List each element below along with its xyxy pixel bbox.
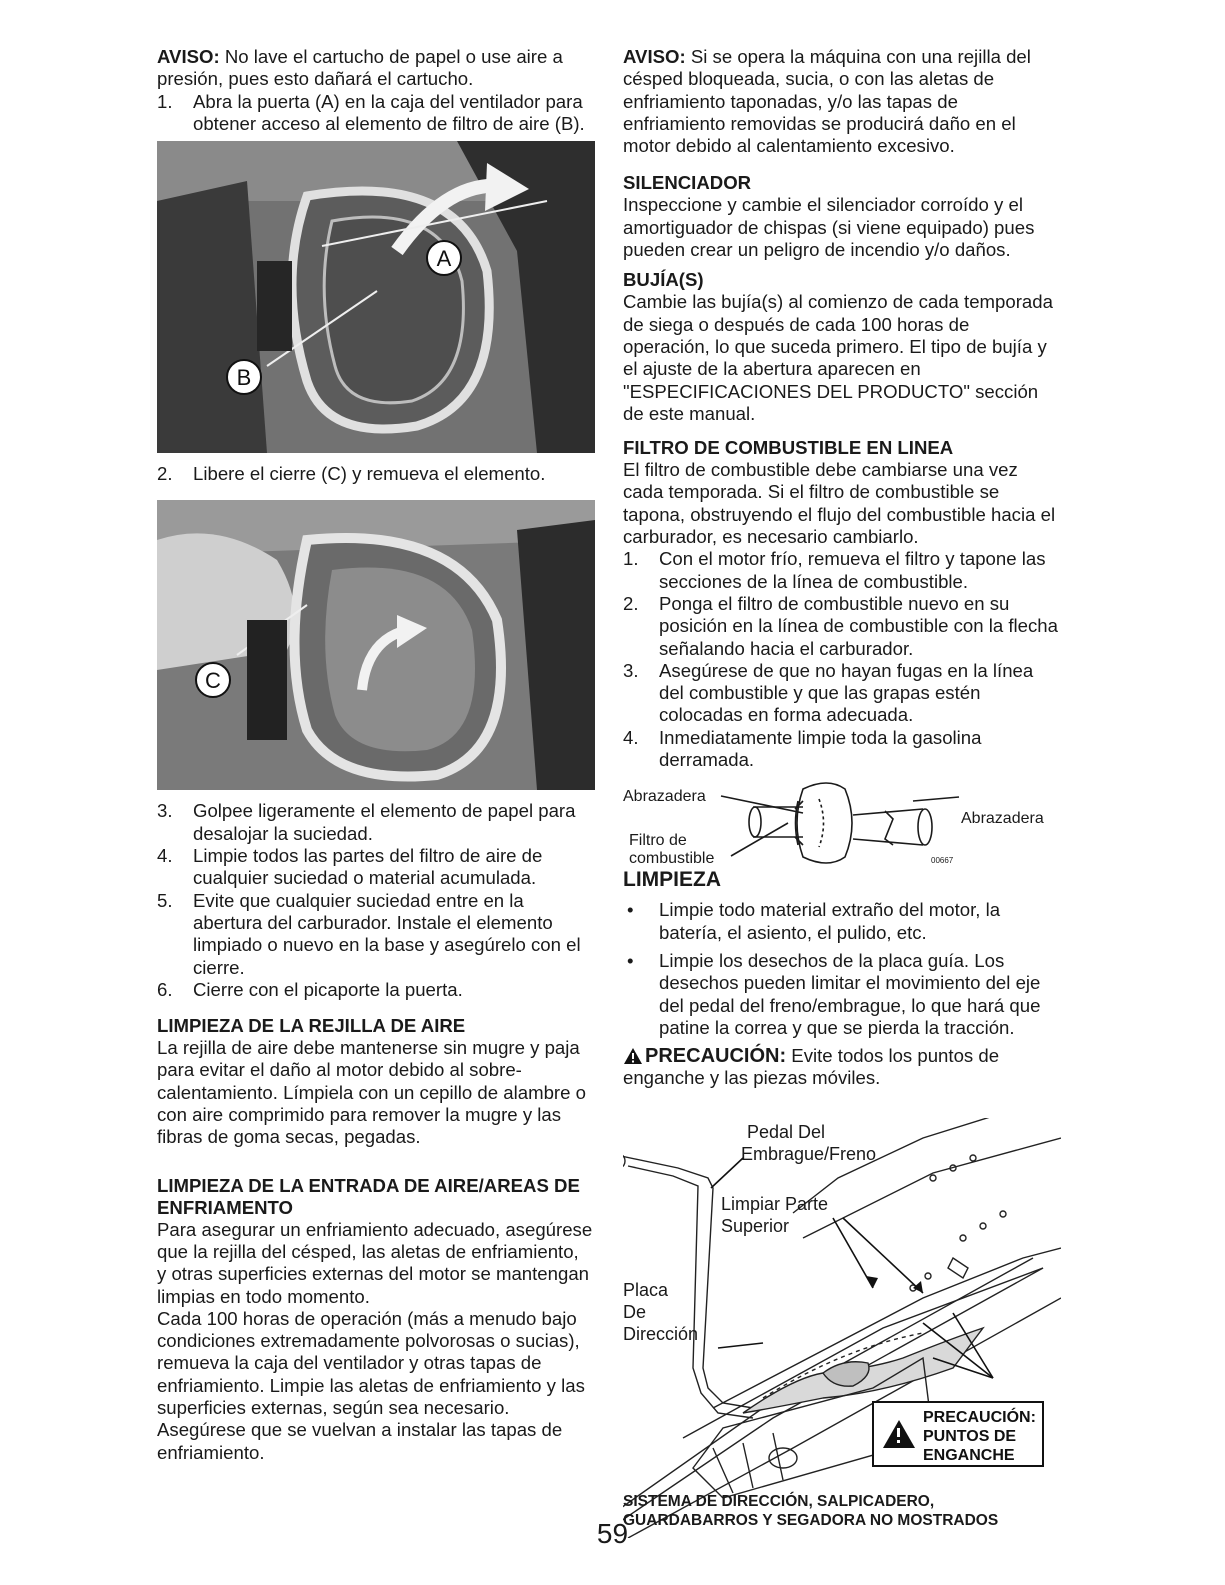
pedal-label-2: Embrague/Freno <box>741 1143 877 1164</box>
bujia-paragraph: Cambie las bujía(s) al comienzo de cada temporada de siega o después de cada 100 horas de operación, lo que suceda primero. El tipo de bujía y el ajuste de la abertura aparecen en "ESPECIFICACIONES DEL PRODUCTO" sección de este manual. <box>623 291 1053 424</box>
bullet-text: Limpie todo material extraño del motor, la batería, el asiento, el pulido, etc. <box>659 899 1001 943</box>
steering-plate-diagram <box>623 1118 1061 1538</box>
list-item <box>623 660 1061 727</box>
abrazadera-right-label: Abrazadera <box>961 810 1044 828</box>
list-item <box>157 800 593 845</box>
silenciador-paragraph: Inspeccione y cambie el silenciador corroído y el amortiguador de chispas (si viene equipado) pues pueden crear un peligro de incendio y/o daños. <box>623 194 1035 261</box>
limpieza-list <box>623 899 1061 1039</box>
photo-fan-housing-door <box>157 141 595 453</box>
step-text: Abra la puerta (A) en la caja del ventilador para obtener acceso al elemento de filtro de aire (B). <box>193 90 585 134</box>
step-number: 4. <box>157 845 173 867</box>
aviso-text: Si se opera la máquina con una rejilla del césped bloqueada, sucia, o con las aletas de enfriamiento taponadas, y/o las tapas de enfriamiento removidas se producirá daño en el motor debido al calentamiento excesivo. <box>623 46 1031 157</box>
warning-icon <box>623 1047 643 1065</box>
step-text: Inmediatamente limpie toda la gasolina derramada. <box>659 726 982 771</box>
list-item <box>623 899 1061 944</box>
aviso-paragraph-2 <box>623 46 1061 157</box>
step-text: Limpie todos las partes del filtro de aire de cualquier suciedad o material acumulada. <box>193 845 543 889</box>
steps-list-2 <box>157 463 593 485</box>
bullet-icon: • <box>627 949 634 971</box>
right-column <box>623 46 1061 1538</box>
placa-label-1: Placa <box>623 1279 669 1300</box>
list-item <box>623 950 1061 1039</box>
list-item <box>157 845 593 890</box>
bullet-icon: • <box>627 899 634 921</box>
step-text: Ponga el filtro de combustible nuevo en su posición en la línea de combustible con la flecha señalando hacia el carburador. <box>659 592 1058 659</box>
diagram-caption-2: GUARDABARROS Y SEGADORA NO MOSTRADOS <box>623 1511 999 1529</box>
abrazadera-left-label: Abrazadera <box>623 788 706 806</box>
step-text: Asegúrese de que no hayan fugas en la línea del combustible y que las grapas estén colocadas en forma adecuada. <box>659 659 1034 726</box>
filtro-paragraph: El filtro de combustible debe cambiarse una vez cada temporada. Si el filtro de combustible se tapona, obstruyendo el flujo del combustible hacia el carburador, es necesario cambiarlo. <box>623 459 1056 548</box>
warning-line-2: PUNTOS DE <box>923 1427 1017 1445</box>
step-text: Libere el cierre (C) y remueva el elemento. <box>193 463 546 485</box>
precaucion-paragraph <box>623 1045 1061 1090</box>
list-item <box>157 979 593 1001</box>
section-heading-entrada: LIMPIEZA DE LA ENTRADA DE AIRE/AREAS DE ENFRIAMENTO <box>157 1174 580 1218</box>
list-item <box>157 463 593 485</box>
filtro-steps-list <box>623 548 1061 771</box>
filtro-label-2: combustible <box>629 850 715 868</box>
step-number: 3. <box>157 800 173 822</box>
aviso-paragraph-1 <box>157 46 593 91</box>
step-text: Con el motor frío, remueva el filtro y tapone las secciones de la línea de combustible. <box>659 548 1046 592</box>
pedal-label-1: Pedal Del <box>747 1121 826 1142</box>
pinch-point-warning-box <box>873 1402 1043 1466</box>
step-number: 5. <box>157 889 173 911</box>
placa-label-3: Dirección <box>623 1323 699 1344</box>
precaucion-label: PRECAUCIÓN: <box>645 1045 787 1068</box>
aviso-label: AVISO: <box>157 46 220 67</box>
step-number: 3. <box>623 659 639 681</box>
list-item <box>623 548 1061 593</box>
limpiar-label-1: Limpiar Parte <box>721 1193 829 1214</box>
rejilla-paragraph: La rejilla de aire debe mantenerse sin mugre y paja para evitar el daño al motor debido al sobre-calentamiento. Límpiela con un cepillo de alambre o con aire comprimido para remover la mugre y las fibras de goma secas, pegadas. <box>157 1037 586 1148</box>
step-number: 1. <box>157 90 173 112</box>
step-number: 1. <box>623 548 639 570</box>
step-text: Cierre con el picaporte la puerta. <box>193 978 463 1000</box>
section-heading-bujia: BUJÍA(S) <box>623 269 704 291</box>
entrada-paragraph-1: Para asegurar un enfriamiento adecuado, asegúrese que la rejilla del césped, las aletas de enfriamiento, y otras superficies externas del motor se mantengan limpias en todo momento. <box>157 1218 593 1307</box>
list-item <box>623 593 1061 660</box>
diagram-caption-1: SISTEMA DE DIRECCIÓN, SALPICADERO, <box>623 1492 935 1510</box>
list-item <box>157 91 593 136</box>
label-a: A <box>436 246 452 272</box>
steps-list-3 <box>157 800 593 1001</box>
section-heading-limpieza: LIMPIEZA <box>623 868 721 892</box>
label-c: C <box>205 668 221 694</box>
step-text: Evite que cualquier suciedad entre en la abertura del carburador. Instale el elemento limpiado o nuevo en la base y asegúrelo con el cierre. <box>193 889 581 978</box>
steps-list-1 <box>157 91 593 136</box>
entrada-paragraph-2: Cada 100 horas de operación (más a menudo bajo condiciones extremadamente polvorosas o sucias), remueva la caja del ventilador y otras tapas de enfriamiento. Limpie las aletas de enfriamiento y las superficies externas, según sea necesario. Asegúrese que se vuelvan a instalar las tapas de enfriamiento. <box>157 1307 585 1463</box>
label-b: B <box>236 365 252 391</box>
step-number: 2. <box>157 463 173 485</box>
photo-filter-latch <box>157 500 595 790</box>
step-number: 6. <box>157 978 173 1000</box>
placa-label-2: De <box>623 1301 647 1322</box>
warning-line-1: PRECAUCIÓN: <box>923 1408 1036 1426</box>
filtro-label-1: Filtro de <box>629 832 687 850</box>
precaucion-text: Evite todos los puntos de enganche y las piezas móviles. <box>623 1045 1000 1089</box>
aviso-label: AVISO: <box>623 46 686 67</box>
list-item <box>157 890 593 979</box>
aviso-text: No lave el cartucho de papel o use aire a presión, pues esto dañará el cartucho. <box>157 46 563 90</box>
step-number: 2. <box>623 592 639 614</box>
left-column <box>157 46 593 1464</box>
section-heading-filtro: FILTRO DE COMBUSTIBLE EN LINEA <box>623 437 954 459</box>
diagram-code: 00667 <box>931 856 954 866</box>
fuel-filter-diagram <box>623 779 1061 877</box>
warning-line-3: ENGANCHE <box>923 1446 1015 1464</box>
list-item <box>623 727 1061 772</box>
page-number: 59 <box>596 1518 629 1549</box>
limpiar-label-2: Superior <box>721 1215 790 1236</box>
step-number: 4. <box>623 726 639 748</box>
section-heading-silenciador: SILENCIADOR <box>623 172 752 194</box>
step-text: Golpee ligeramente el elemento de papel para desalojar la suciedad. <box>193 800 576 844</box>
section-heading-rejilla: LIMPIEZA DE LA REJILLA DE AIRE <box>157 1015 466 1037</box>
bullet-text: Limpie los desechos de la placa guía. Los desechos pueden limitar el movimiento del eje del pedal del freno/embrague, lo que hará que patine la correa y que se pierda la tracción. <box>659 949 1041 1038</box>
